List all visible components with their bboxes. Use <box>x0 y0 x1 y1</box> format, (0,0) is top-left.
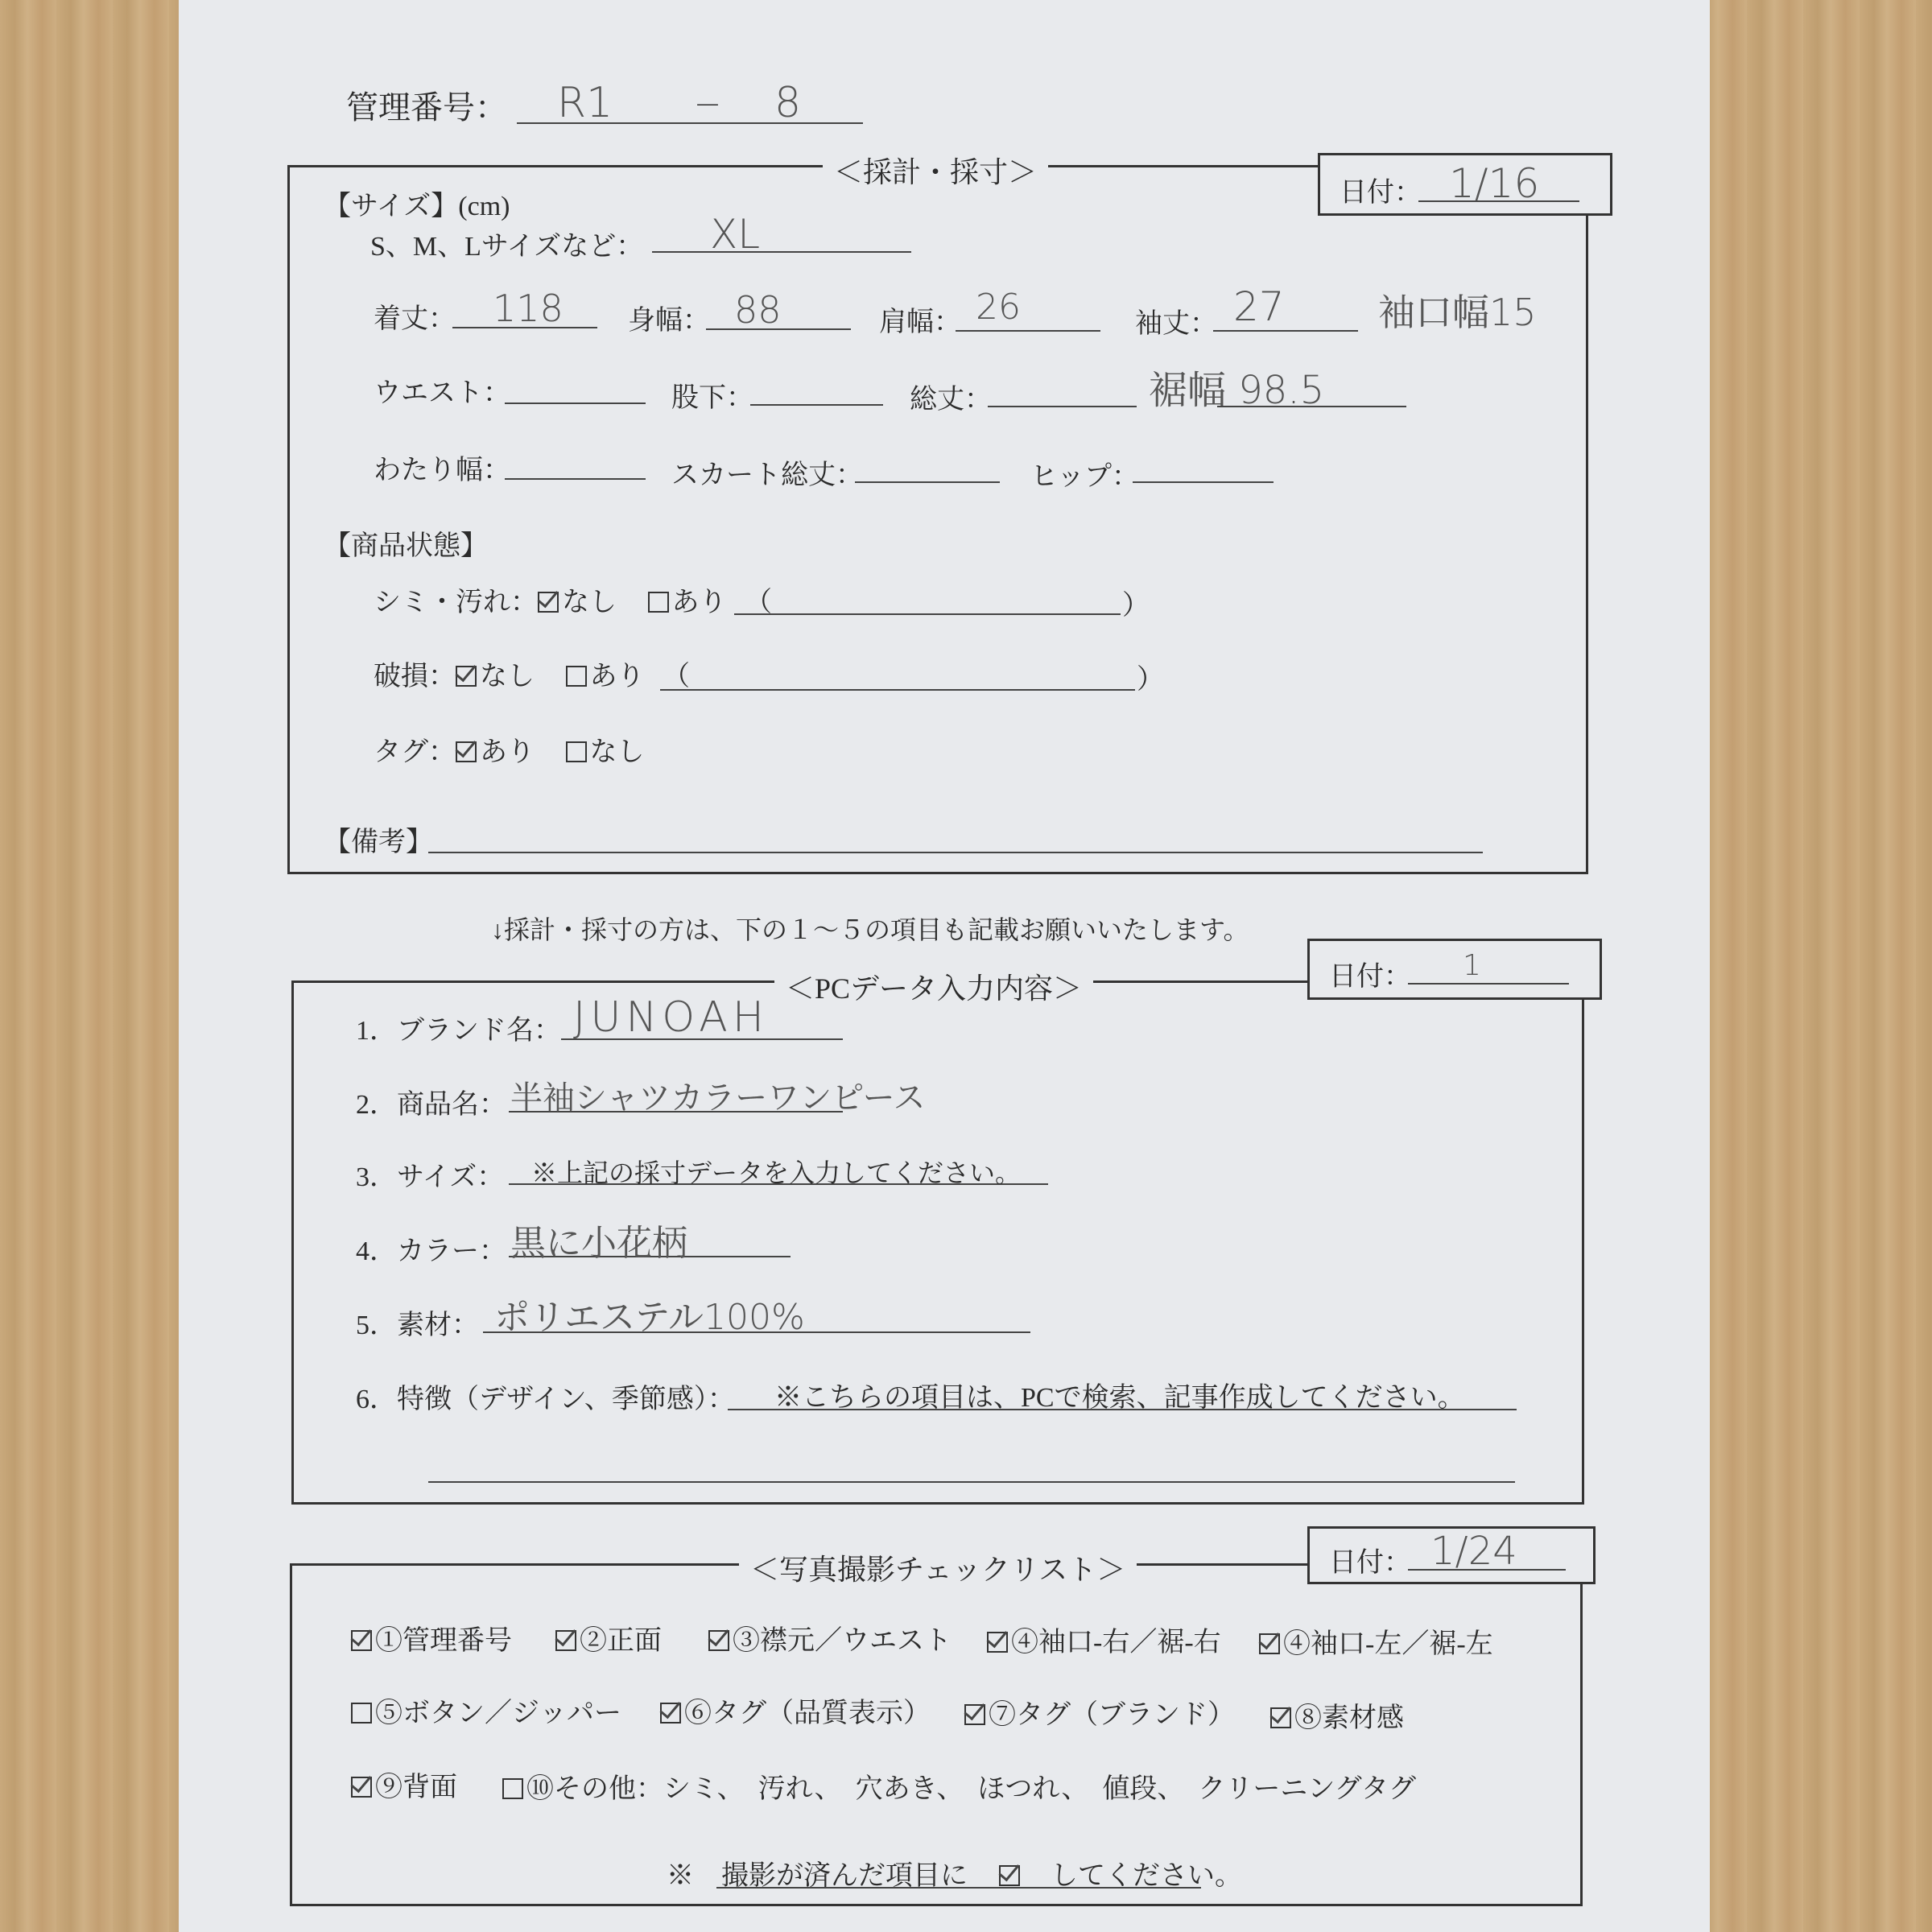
total-length-line <box>988 406 1137 407</box>
pc-section-title: ＜PCデータ入力内容＞ <box>774 966 1093 1007</box>
control-number-label: 管理番号： <box>346 89 507 126</box>
photo-item[interactable] <box>502 1766 1416 1806</box>
photo-item-label: ⑦タグ（ブランド） <box>989 1700 1235 1730</box>
photo-item-label: ⑤ボタン／ジッパー <box>375 1699 621 1728</box>
photo-item[interactable] <box>964 1692 1235 1732</box>
photo-item-label: ⑨背面 <box>375 1773 457 1802</box>
material-label: 5．素材： <box>356 1311 479 1340</box>
photo-item[interactable] <box>351 1765 457 1804</box>
size-line <box>652 251 911 253</box>
photo-item-label: ⑩その他：シミ、 汚れ、 穴あき、 ほつれ、 値段、 クリーニングタグ <box>526 1774 1416 1804</box>
skirt-length-label: スカート総丈： <box>671 460 863 490</box>
control-number-value-2: 8 <box>774 79 802 127</box>
feature-label: 6．特徴（デザイン、季節感）： <box>356 1385 735 1414</box>
hip-label: ヒップ： <box>1030 462 1139 492</box>
color-value: 黒に小花柄 <box>510 1223 687 1264</box>
photo-item[interactable] <box>1259 1621 1493 1661</box>
condition-heading: 【商品状態】 <box>324 531 488 561</box>
damage-detail-line <box>660 689 1135 691</box>
damage-none-checkbox[interactable] <box>456 666 477 687</box>
hem-width-note: 裾幅 98.5 <box>1149 368 1325 413</box>
stain-none-checkbox[interactable] <box>538 592 559 613</box>
brand-label: 1．ブランド名： <box>356 1016 561 1046</box>
photo-footer-prefix: ※ 撮影が済んだ項目に <box>667 1861 968 1891</box>
shoulder-line <box>956 330 1100 332</box>
pc-date-box <box>1307 939 1602 1000</box>
size-heading: 【サイズ】(cm) <box>324 192 510 221</box>
photo-item-label: ④袖口-左／裾-左 <box>1283 1629 1493 1659</box>
thigh-line <box>505 478 646 480</box>
photo-item-label: ①管理番号 <box>375 1626 512 1656</box>
cuff-width-note: 袖口幅15 <box>1378 291 1537 334</box>
width-value: 88 <box>734 288 782 332</box>
photo-item-label: ②正面 <box>580 1626 662 1656</box>
sleeve-line <box>1213 330 1358 332</box>
shoulder-value: 26 <box>976 287 1021 328</box>
pc-size-note: ※上記の採寸データを入力してください。 <box>531 1158 1022 1187</box>
photo-date-label: 日付： <box>1329 1548 1411 1578</box>
checkbox[interactable] <box>660 1703 681 1724</box>
product-label: 2．商品名： <box>356 1090 506 1120</box>
inseam-line <box>750 404 883 406</box>
measure-section-title: ＜採計・採寸＞ <box>823 150 1048 191</box>
checkbox[interactable] <box>1270 1707 1291 1728</box>
total-length-label: 総丈： <box>910 385 992 415</box>
sample-checkbox-icon <box>999 1865 1020 1886</box>
checkbox[interactable] <box>555 1630 576 1651</box>
feature-line-2 <box>428 1481 1515 1483</box>
control-number-dash: － <box>694 92 721 122</box>
tag-label: タグ： <box>374 737 456 767</box>
remarks-label: 【備考】 <box>324 828 433 857</box>
damage-none-label: なし <box>480 662 535 691</box>
sleeve-value: 27 <box>1233 283 1285 330</box>
inseam-label: 股下： <box>671 383 753 413</box>
feature-note: ※こちらの項目は、PCで検索、記事作成してください。 <box>774 1383 1465 1413</box>
pc-date-line <box>1408 983 1569 985</box>
control-number-value-1: R1 <box>557 79 613 127</box>
stain-paren-close: ） <box>1122 591 1150 621</box>
stain-label: シミ・汚れ： <box>374 588 538 617</box>
thigh-label: わたり幅： <box>374 456 510 485</box>
damage-paren-open: （ <box>663 662 690 691</box>
photo-item[interactable] <box>987 1620 1221 1659</box>
skirt-length-line <box>855 481 1000 483</box>
checkbox[interactable] <box>351 1703 372 1724</box>
photo-date-box <box>1307 1526 1596 1584</box>
damage-paren-close: ） <box>1137 665 1164 695</box>
photo-footer-line <box>716 1887 1201 1889</box>
photo-item[interactable] <box>660 1690 931 1730</box>
checkbox[interactable] <box>502 1778 523 1799</box>
color-label: 4．カラー： <box>356 1236 506 1266</box>
photo-item[interactable] <box>555 1618 662 1657</box>
length-value: 118 <box>493 287 564 330</box>
waist-label: ウエスト： <box>374 378 510 408</box>
stain-none-label: なし <box>562 588 617 617</box>
stain-detail-line <box>734 613 1121 615</box>
checkbox[interactable] <box>987 1632 1008 1653</box>
form-sheet <box>179 0 1710 1932</box>
checkbox[interactable] <box>964 1704 985 1725</box>
photo-item-label: ⑥タグ（品質表示） <box>684 1699 931 1728</box>
remarks-line <box>428 852 1483 853</box>
shoulder-label: 肩幅： <box>879 308 961 337</box>
measure-date-box <box>1318 153 1612 216</box>
tag-none-checkbox[interactable] <box>566 741 587 762</box>
size-value: XL <box>710 211 761 258</box>
photo-item[interactable] <box>1270 1695 1404 1735</box>
damage-yes-label: あり <box>589 662 645 691</box>
tag-none-label: なし <box>589 737 645 767</box>
checkbox[interactable] <box>351 1630 372 1651</box>
pc-size-label: 3．サイズ： <box>356 1162 505 1192</box>
photo-item-label: ③襟元／ウエスト <box>733 1626 952 1656</box>
photo-date-value: 1/24 <box>1430 1529 1517 1574</box>
stain-yes-checkbox[interactable] <box>648 592 669 613</box>
photo-item-label: ⑧素材感 <box>1294 1703 1404 1733</box>
instruction-text: ↓採計・採寸の方は、下の１～５の項目も記載お願いいたします。 <box>491 915 1249 944</box>
measure-date-value: 1/16 <box>1449 160 1540 207</box>
hem-width-line <box>1217 406 1406 407</box>
hip-line <box>1133 481 1274 483</box>
stain-paren-open: （ <box>745 588 772 617</box>
material-value: ポリエステル100% <box>494 1297 805 1338</box>
product-value: 半袖シャツカラーワンピース <box>510 1080 926 1117</box>
photo-item-label: ④袖口-右／裾-右 <box>1011 1628 1221 1657</box>
checkbox[interactable] <box>1259 1633 1280 1654</box>
width-label: 身幅： <box>628 306 710 336</box>
brand-value: JUNOAH <box>573 993 769 1042</box>
photo-item[interactable] <box>351 1690 621 1730</box>
pc-date-label: 日付： <box>1329 962 1411 992</box>
photo-item[interactable] <box>351 1618 512 1657</box>
length-label: 着丈： <box>374 304 456 334</box>
stain-yes-label: あり <box>671 588 727 617</box>
damage-label: 破損： <box>374 662 456 691</box>
size-label: S、M、Lサイズなど： <box>370 232 644 262</box>
checkbox[interactable] <box>351 1777 372 1798</box>
waist-line <box>505 402 646 404</box>
pc-date-value: 1 <box>1463 949 1481 982</box>
measure-date-label: 日付： <box>1340 178 1422 208</box>
tag-row <box>374 729 645 769</box>
tag-yes-label: あり <box>480 737 535 767</box>
photo-section-title: ＜写真撮影チェックリスト＞ <box>739 1547 1137 1588</box>
photo-footer-suffix: してください。 <box>1051 1861 1242 1891</box>
damage-yes-checkbox[interactable] <box>566 666 587 687</box>
tag-yes-checkbox[interactable] <box>456 741 477 762</box>
damage-row <box>374 654 690 693</box>
photo-item[interactable] <box>708 1618 952 1657</box>
checkbox[interactable] <box>708 1630 729 1651</box>
sleeve-label: 袖丈： <box>1135 309 1217 339</box>
stain-row <box>374 580 772 619</box>
